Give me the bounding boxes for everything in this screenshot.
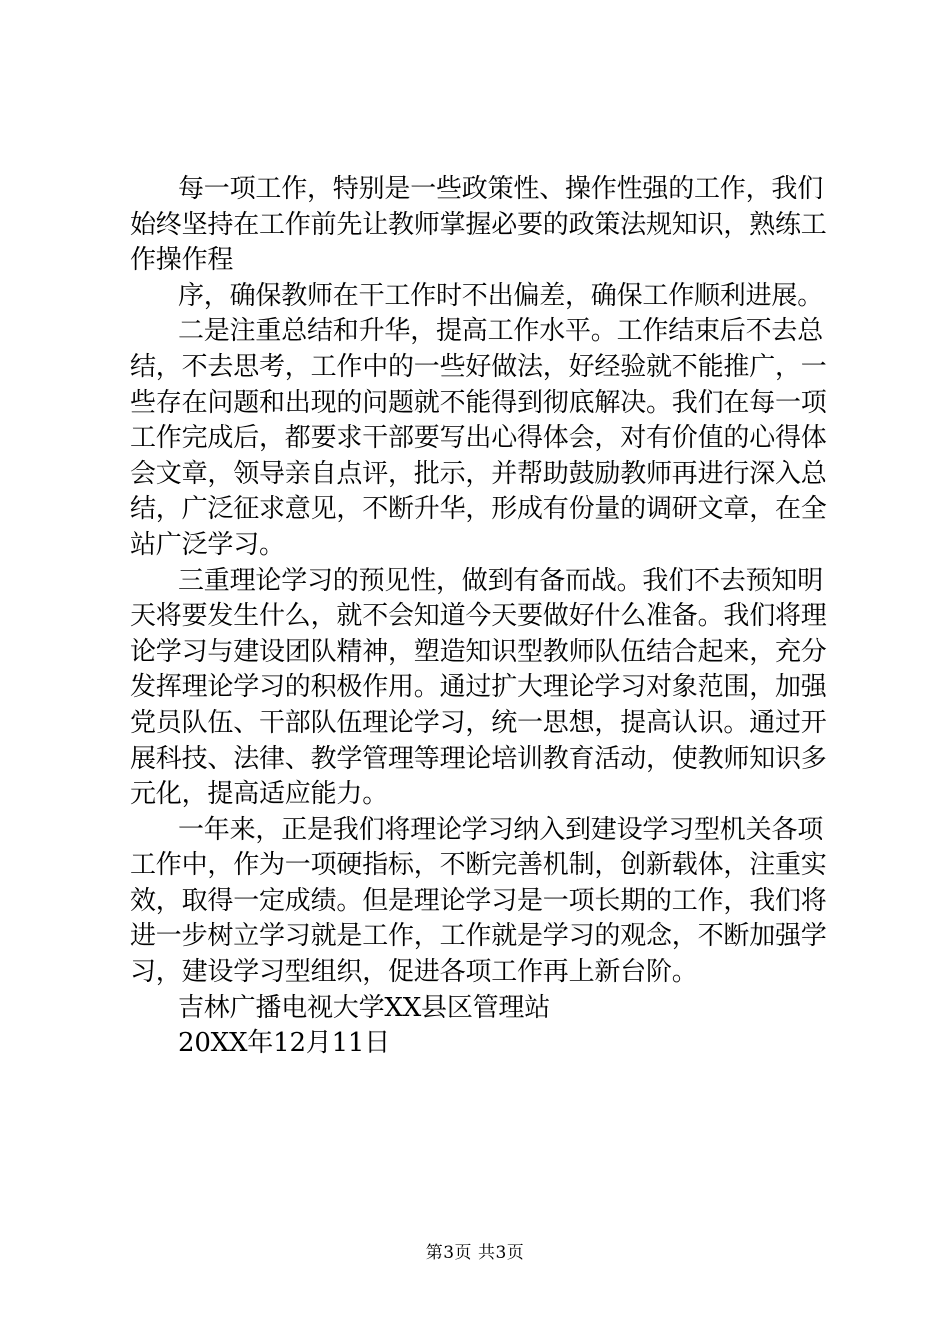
text-line: 天将要发生什么，就不会知道今天要做好什么准备。我们将理 (130, 601, 827, 632)
signature-organization: 吉林广播电视大学XX县区管理站 (178, 992, 551, 1023)
text-line: 效，取得一定成绩。但是理论学习是一项长期的工作，我们将 (130, 885, 827, 916)
text-line: 进一步树立学习就是工作，工作就是学习的观念，不断加强学 (130, 921, 827, 952)
text-line: 展科技、法律、教学管理等理论培训教育活动，使教师知识多 (130, 743, 827, 774)
text-line: 结，广泛征求意见，不断升华，形成有份量的调研文章，在全 (130, 494, 827, 525)
text-line: 二是注重总结和升华，提高工作水平。工作结束后不去总 (178, 316, 824, 347)
text-line: 论学习与建设团队精神，塑造知识型教师队伍结合起来，充分 (130, 636, 827, 667)
text-line: 些存在问题和出现的问题就不能得到彻底解决。我们在每一项 (130, 387, 827, 418)
text-line: 结，不去思考，工作中的一些好做法，好经验就不能推广，一 (130, 351, 827, 382)
text-line: 习，建设学习型组织，促进各项工作再上新台阶。 (130, 957, 698, 988)
text-line: 元化，提高适应能力。 (130, 779, 389, 810)
text-line: 三重理论学习的预见性，做到有备而战。我们不去预知明 (178, 565, 824, 596)
text-line: 作操作程 (130, 245, 234, 276)
document-body (130, 172, 830, 1062)
text-line: 一年来，正是我们将理论学习纳入到建设学习型机关各项 (178, 814, 824, 845)
text-line: 站广泛学习。 (130, 529, 285, 560)
page-number-footer: 第3页 共3页 (425, 1243, 525, 1263)
text-line: 工作完成后，都要求干部要写出心得体会，对有价值的心得体 (130, 423, 827, 454)
text-line: 发挥理论学习的积极作用。通过扩大理论学习对象范围，加强 (130, 672, 827, 703)
text-line: 始终坚持在工作前先让教师掌握必要的政策法规知识，熟练工 (130, 209, 827, 240)
signature-date: 20XX年12月11日 (178, 1028, 391, 1059)
text-line: 每一项工作，特别是一些政策性、操作性强的工作，我们 (178, 174, 824, 204)
text-line: 党员队伍、干部队伍理论学习，统一思想，提高认识。通过开 (130, 707, 827, 738)
text-line: 会文章，领导亲自点评，批示，并帮助鼓励教师再进行深入总 (130, 458, 827, 489)
text-line: 工作中，作为一项硬指标，不断完善机制，创新载体，注重实 (130, 850, 827, 881)
text-line: 序，确保教师在干工作时不出偏差，确保工作顺利进展。 (178, 280, 824, 311)
